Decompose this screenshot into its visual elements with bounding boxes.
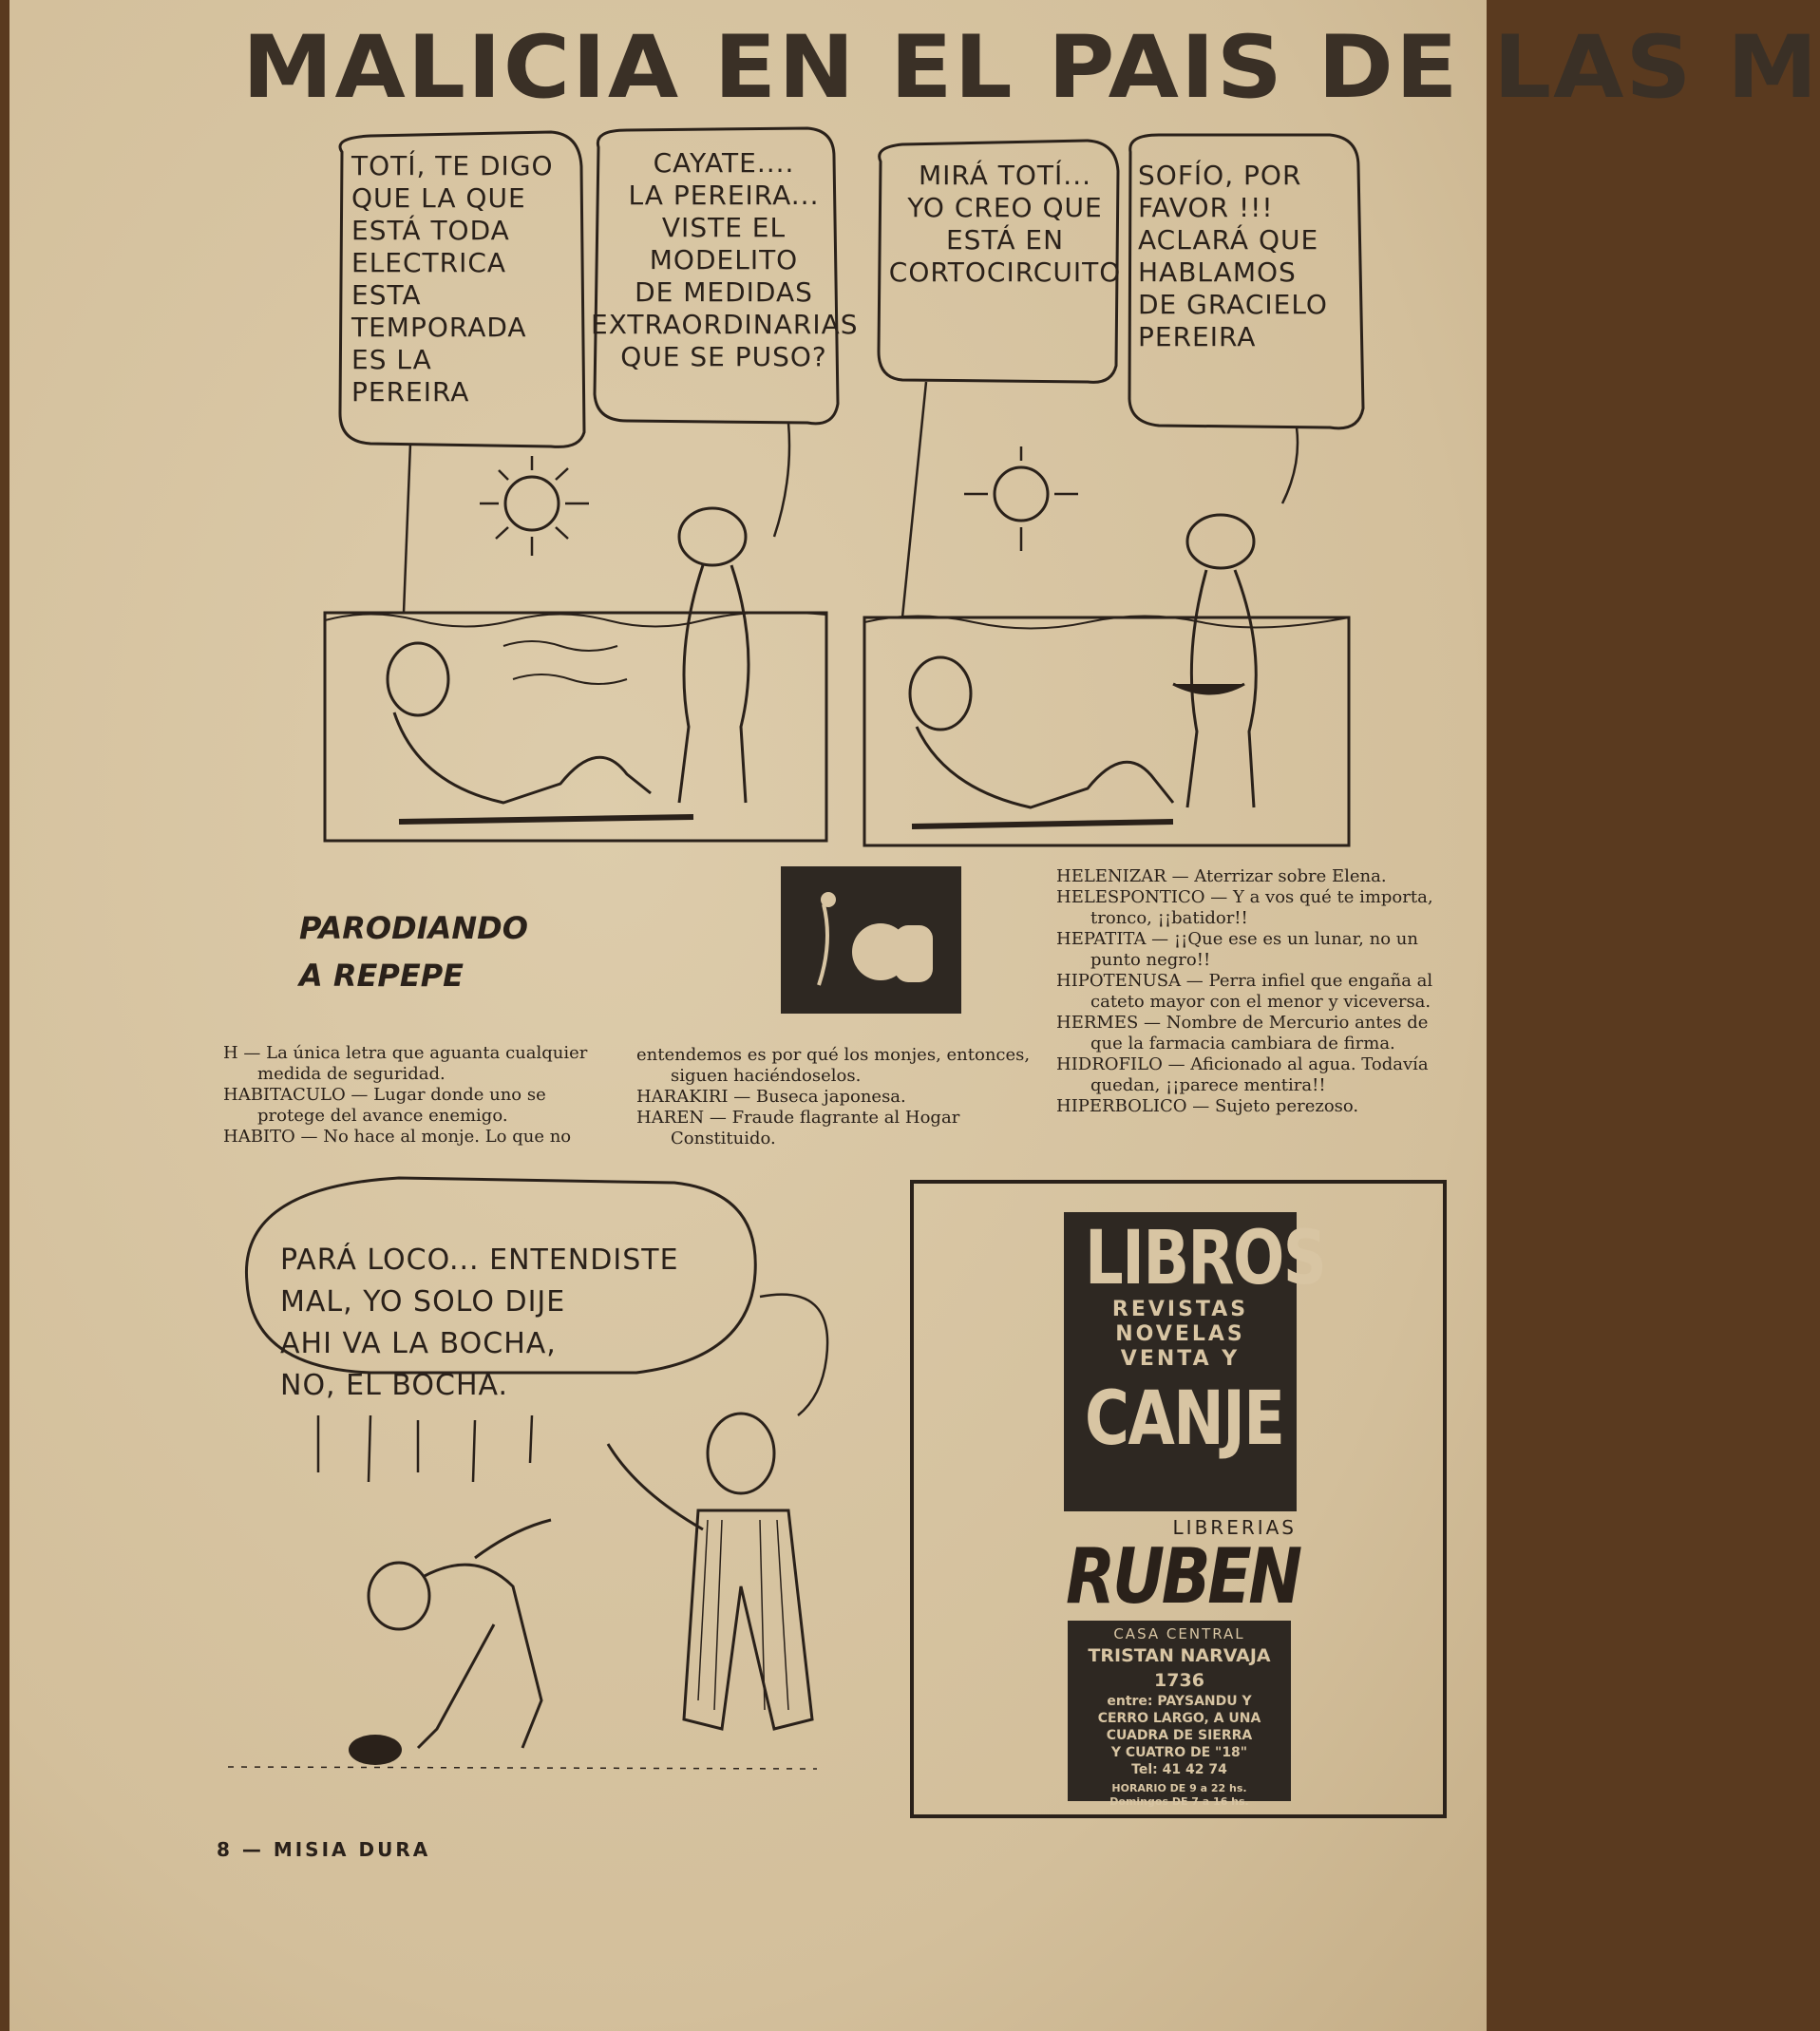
glossary-entry: HIDROFILO — Aficionado al agua. Todavía quedan, ¡¡parece mentira!! <box>1056 1054 1429 1095</box>
section-title <box>299 904 528 999</box>
ad-address: TRISTAN NARVAJA 1736 <box>1088 1645 1271 1691</box>
magazine-page <box>9 0 1820 2031</box>
ad-detail-3: CUADRA DE SIERRA <box>1106 1728 1253 1743</box>
parody-logo-image <box>781 866 961 1014</box>
glossary-entry: HELENIZAR — Aterrizar sobre Elena. <box>1056 866 1387 886</box>
ad-main-block <box>1064 1212 1326 1511</box>
glossary-entry: H — La única letra que aguanta cualquier medida de seguridad. <box>223 1043 588 1084</box>
ad-ruben: RUBEN <box>1066 1532 1299 1621</box>
glossary-column-1 <box>223 1043 613 1148</box>
page-headline: MALICIA EN EL PAIS DE LAS M <box>242 16 1820 118</box>
ad-sub-2: NOVELAS <box>1115 1322 1245 1346</box>
strip2-bubble-left: MIRÁ TOTÍ... YO CREO QUE ESTÁ EN CORTOCIRCUITO <box>888 160 1122 288</box>
strip2-bubble-right: SOFÍO, POR FAVOR !!! ACLARÁ QUE HABLAMOS DE GRACIELO PEREIRA <box>1138 160 1328 352</box>
glossary-entry: HARAKIRI — Buseca japonesa. <box>636 1087 906 1107</box>
glossary-entry: HEPATITA — ¡¡Que ese es un lunar, no un punto negro!! <box>1056 929 1418 970</box>
glossary-entry: HABITACULO — Lugar donde uno se protege del avance enemigo. <box>223 1085 546 1126</box>
ad-sub-1: REVISTAS <box>1111 1298 1249 1321</box>
ad-sub-3: VENTA Y <box>1120 1347 1241 1371</box>
ad-casa: CASA CENTRAL <box>1113 1625 1245 1642</box>
glossary-entry: entendemos es por qué los monjes, entonces, siguen haciéndoselos. <box>636 1045 1031 1086</box>
glossary-column-2 <box>636 1045 1031 1149</box>
glossary-entry: HIPOTENUSA — Perra infiel que engaña al cateto mayor con el menor y viceversa. <box>1056 971 1433 1012</box>
ad-canje: CANJE <box>1085 1376 1284 1462</box>
page-footer: 8 — MISIA DURA <box>217 1838 431 1861</box>
section-title-line-2: A REPEPE <box>299 958 464 994</box>
ad-hours-1: HORARIO DE 9 a 22 hs. <box>1111 1782 1247 1794</box>
ad-detail-5: Tel: 41 42 74 <box>1131 1762 1227 1777</box>
ad-detail-1: entre: PAYSANDU Y <box>1107 1694 1252 1709</box>
ad-libros: LIBROS <box>1085 1216 1326 1301</box>
ad-address-block <box>1068 1621 1291 1808</box>
glossary-entry: HERMES — Nombre de Mercurio antes de que la farmacia cambiara de firma. <box>1056 1013 1429 1053</box>
glossary-entry: HABITO — No hace al monje. Lo que no <box>223 1127 572 1147</box>
glossary-column-3 <box>1056 866 1446 1117</box>
glossary-entry: HAREN — Fraude flagrante al Hogar Constituido. <box>636 1108 960 1148</box>
ad-hours-2: Domingos DE 7 a 16 hs. <box>1109 1795 1249 1808</box>
strip1-bubble-left: TOTÍ, TE DIGO QUE LA QUE ESTÁ TODA ELECTRICA ESTA TEMPORADA ES LA PEREIRA <box>351 150 554 408</box>
bookstore-ad <box>910 1180 1447 1818</box>
ad-detail-2: CERRO LARGO, A UNA <box>1097 1711 1261 1726</box>
ad-detail-4: Y CUATRO DE "18" <box>1110 1745 1248 1760</box>
glossary-entry: HIPERBOLICO — Sujeto perezoso. <box>1056 1096 1359 1116</box>
ad-librerias: LIBRERIAS <box>1172 1516 1297 1539</box>
strip1-bubble-right: CAYATE.... LA PEREIRA... VISTE EL MODELITO DE MEDIDAS EXTRAORDINARIAS QUE SE PUSO? <box>591 147 859 372</box>
glossary-entry: HELESPONTICO — Y a vos qué te importa, tronco, ¡¡batidor!! <box>1056 887 1433 928</box>
section-title-line-1: PARODIANDO <box>299 910 528 946</box>
bottom-bubble: PARÁ LOCO... ENTENDISTE MAL, YO SOLO DIJE AHI VA LA BOCHA, NO, EL BOCHA. <box>280 1243 679 1402</box>
